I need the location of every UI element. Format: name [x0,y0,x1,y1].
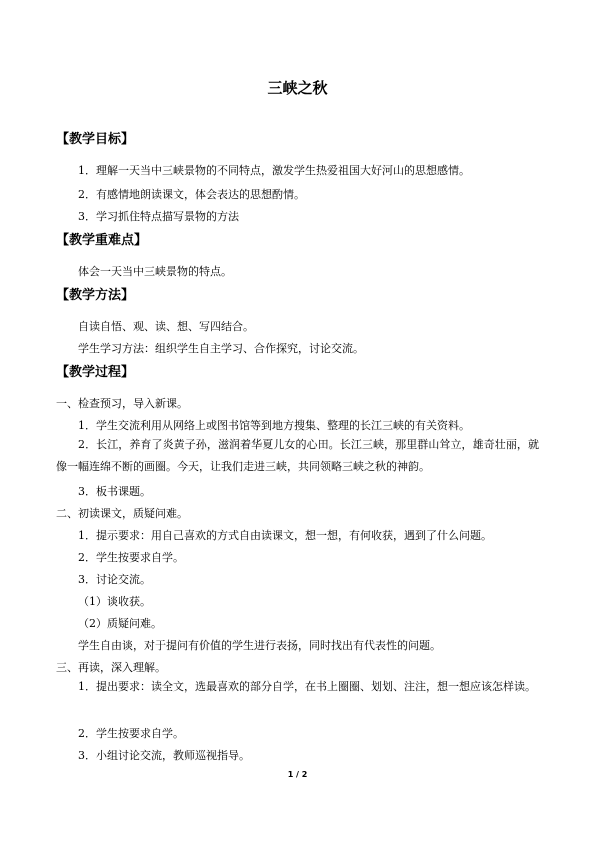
process-step-3-title: 三、再读，深入理解。 [56,661,166,674]
section-heading-goals: 【教学目标】 [56,132,135,147]
process-step-1-item-3: 3．板书课题。 [78,485,151,498]
process-step-1-item-2: 2．长江，养育了炎黄子孙，滋润着华夏儿女的心田。长江三峡，那里群山耸立，雄奇壮丽，就像一幅连绵不断的画圈。今天，让我们走进三峡，共同领略三峡之秋的神韵。 [56,438,539,473]
goal-item-1: 1．理解一天当中三峡景物的不同特点，激发学生热爱祖国大好河山的思想感情。 [78,164,470,177]
method-item-1: 自读自悟、观、读、想、写四结合。 [78,320,254,333]
process-step-2-item-2: 2．学生按要求自学。 [78,551,184,564]
process-step-1-item-1: 1．学生交流利用从网络上或图书馆等到地方搜集、整理的长江三峡的有关资料。 [78,419,470,432]
section-heading-methods: 【教学方法】 [56,288,135,303]
method-item-2: 学生学习方法：组织学生自主学习、合作探究，讨论交流。 [78,342,364,355]
key-points-text: 体会一天当中三峡景物的特点。 [78,265,232,278]
process-step-3-item-3: 3．小组讨论交流，教师巡视指导。 [78,749,250,762]
process-step-3-item-1: 1．提出要求：读全文，选最喜欢的部分自学，在书上圈圈、划划、注注，想一想应该怎样读。 [78,680,536,693]
process-step-2-item-1: 1．提示要求：用自己喜欢的方式自由读课文，想一想，有何收获，遇到了什么问题。 [78,529,492,542]
process-step-3-item-2: 2．学生按要求自学。 [78,727,184,740]
section-heading-key-points: 【教学重难点】 [56,233,148,248]
section-heading-process: 【教学过程】 [56,365,135,380]
process-step-2-sub-2: （2）质疑问难。 [78,617,162,630]
page-number: 1 / 2 [287,770,308,779]
goal-item-2: 2．有感情地朗读课文，体会表达的思想酌情。 [78,188,305,201]
goal-item-3: 3．学习抓住特点描写景物的方法 [78,210,239,223]
document-title: 三峡之秋 [267,79,328,97]
process-step-2-title: 二、初读课文，质疑问难。 [56,507,188,520]
process-step-2-item-3: 3．讨论交流。 [78,573,151,586]
process-step-2-note: 学生自由谈，对于提问有价值的学生进行表扬，同时找出有代表性的问题。 [78,639,441,652]
process-step-2-sub-1: （1）谈收获。 [78,595,151,608]
process-step-1-title: 一、检查预习，导入新课。 [56,397,188,410]
